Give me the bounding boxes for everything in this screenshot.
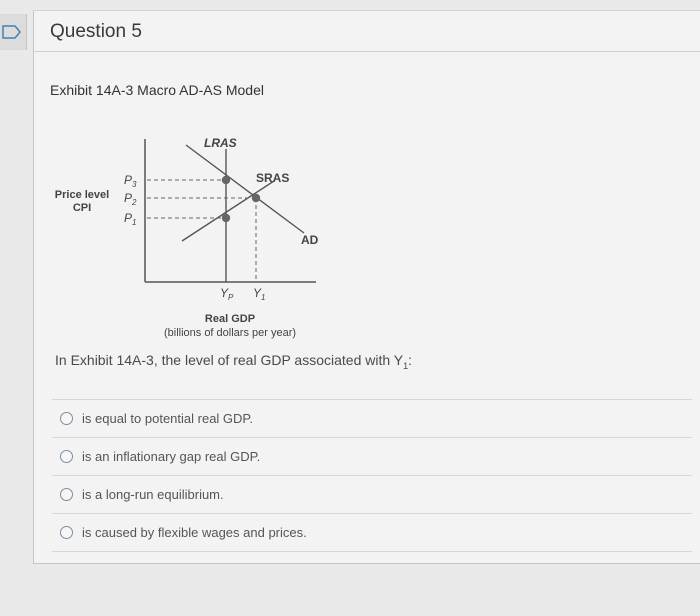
question-title: Question 5: [50, 21, 142, 42]
question-header: [34, 11, 700, 52]
exhibit-title: Exhibit 14A-3 Macro AD-AS Model: [50, 82, 264, 98]
gdp-tick-yp: $Y_P$: [220, 286, 234, 302]
question-card: [33, 10, 700, 564]
answer-label: is equal to potential real GDP.: [82, 411, 254, 426]
answer-option-4[interactable]: [52, 513, 692, 552]
price-tick-p3: $P_3$: [124, 173, 137, 189]
flag-question-tab[interactable]: [0, 14, 27, 50]
answer-option-3[interactable]: [52, 475, 692, 513]
question-prompt: In Exhibit 14A-3, the level of real GDP associated with $Y_1$:: [55, 352, 413, 371]
equilibrium-point-p2: [252, 194, 260, 202]
radio-button[interactable]: [60, 450, 73, 463]
radio-button[interactable]: [60, 526, 73, 539]
answer-option-2[interactable]: [52, 437, 692, 475]
ad-label: AD: [301, 233, 319, 247]
price-tick-p1: $P_1$: [124, 211, 137, 227]
lras-label: LRAS: [204, 136, 237, 150]
radio-button[interactable]: [60, 488, 73, 501]
sras-curve: [182, 181, 274, 241]
answer-label: is a long-run equilibrium.: [82, 487, 224, 502]
x-axis-label-line2: (billions of dollars per year): [163, 327, 297, 339]
answer-list: [52, 399, 692, 552]
answer-label: is caused by flexible wages and prices.: [82, 525, 307, 540]
gdp-tick-y1: $Y_1$: [253, 286, 266, 302]
y-axis-label-line2: CPI: [72, 202, 92, 214]
answer-label: is an inflationary gap real GDP.: [82, 449, 261, 464]
flag-icon: [2, 24, 22, 40]
answer-option-1[interactable]: [52, 399, 692, 437]
y-axis-label-line1: Price level: [54, 189, 110, 201]
ad-as-diagram: [34, 111, 354, 351]
equilibrium-point-p1: [222, 214, 230, 222]
price-tick-p2: $P_2$: [124, 191, 137, 207]
sras-label: SRAS: [256, 171, 290, 185]
x-axis-label-line1: Real GDP: [204, 313, 256, 325]
equilibrium-point-p3: [222, 176, 230, 184]
exhibit-chart: [34, 111, 354, 351]
ad-curve: [186, 145, 304, 233]
radio-button[interactable]: [60, 412, 73, 425]
